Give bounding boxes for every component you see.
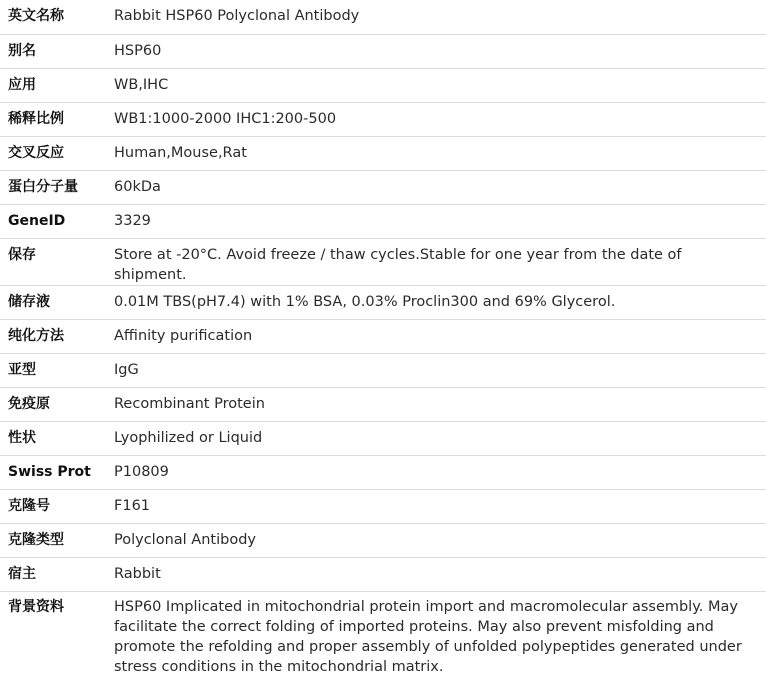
- spec-row-clonality: [0, 523, 766, 557]
- spec-key: 储存液: [0, 285, 114, 319]
- spec-row-english-name: [0, 0, 766, 34]
- spec-row-immunogen: [0, 387, 766, 421]
- spec-value: Human,Mouse,Rat: [114, 136, 766, 170]
- spec-key: 应用: [0, 68, 114, 102]
- spec-value: HSP60: [114, 34, 766, 68]
- spec-value: WB,IHC: [114, 68, 766, 102]
- spec-value: Affinity purification: [114, 319, 766, 353]
- spec-key: GeneID: [0, 204, 114, 238]
- spec-key: 英文名称: [0, 0, 114, 34]
- spec-value: Rabbit HSP60 Polyclonal Antibody: [114, 0, 766, 34]
- spec-row-background: [0, 591, 766, 683]
- spec-value: 60kDa: [114, 170, 766, 204]
- spec-row-gene-id: [0, 204, 766, 238]
- spec-value: 3329: [114, 204, 766, 238]
- spec-value: P10809: [114, 455, 766, 489]
- spec-row-cross-reactivity: [0, 136, 766, 170]
- spec-row-swiss-prot: [0, 455, 766, 489]
- spec-row-dilution: [0, 102, 766, 136]
- spec-key: 别名: [0, 34, 114, 68]
- spec-value: Polyclonal Antibody: [114, 523, 766, 557]
- spec-key: 免疫原: [0, 387, 114, 421]
- spec-row-host: [0, 557, 766, 591]
- spec-row-form: [0, 421, 766, 455]
- spec-value: IgG: [114, 353, 766, 387]
- spec-key: 交叉反应: [0, 136, 114, 170]
- spec-key: 背景资料: [8, 598, 64, 615]
- spec-row-clone-number: [0, 489, 766, 523]
- spec-key: 克隆号: [0, 489, 114, 523]
- spec-key: 蛋白分子量: [0, 170, 114, 204]
- spec-value: Lyophilized or Liquid: [114, 421, 766, 455]
- spec-key: 性状: [0, 421, 114, 455]
- spec-key: 亚型: [0, 353, 114, 387]
- spec-key: 保存: [0, 238, 114, 285]
- spec-row-purification: [0, 319, 766, 353]
- spec-value: Recombinant Protein: [114, 387, 766, 421]
- spec-row-alias: [0, 34, 766, 68]
- spec-key: 宿主: [0, 557, 114, 591]
- spec-row-application: [0, 68, 766, 102]
- spec-row-storage: [0, 238, 766, 285]
- spec-value: Rabbit: [114, 557, 766, 591]
- spec-key: 克隆类型: [0, 523, 114, 557]
- spec-key: 纯化方法: [0, 319, 114, 353]
- spec-row-isotype: [0, 353, 766, 387]
- spec-value: HSP60 Implicated in mitochondrial protein import and macromolecular assembly. May facilitate the correct folding of imported proteins. May also prevent misfolding and promote the refolding and proper assembly of unfolded polypeptides generated under stress conditions in the mitochondrial matrix.: [114, 598, 742, 675]
- spec-row-storage-buffer: [0, 285, 766, 319]
- spec-row-molecular-weight: [0, 170, 766, 204]
- spec-key: Swiss Prot: [0, 455, 114, 489]
- spec-value: 0.01M TBS(pH7.4) with 1% BSA, 0.03% Proclin300 and 69% Glycerol.: [114, 285, 766, 319]
- spec-key: 稀释比例: [0, 102, 114, 136]
- spec-value: WB1:1000-2000 IHC1:200-500: [114, 102, 766, 136]
- spec-value: Store at -20°C. Avoid freeze / thaw cycles.Stable for one year from the date of shipment.: [114, 238, 766, 285]
- spec-value: F161: [114, 489, 766, 523]
